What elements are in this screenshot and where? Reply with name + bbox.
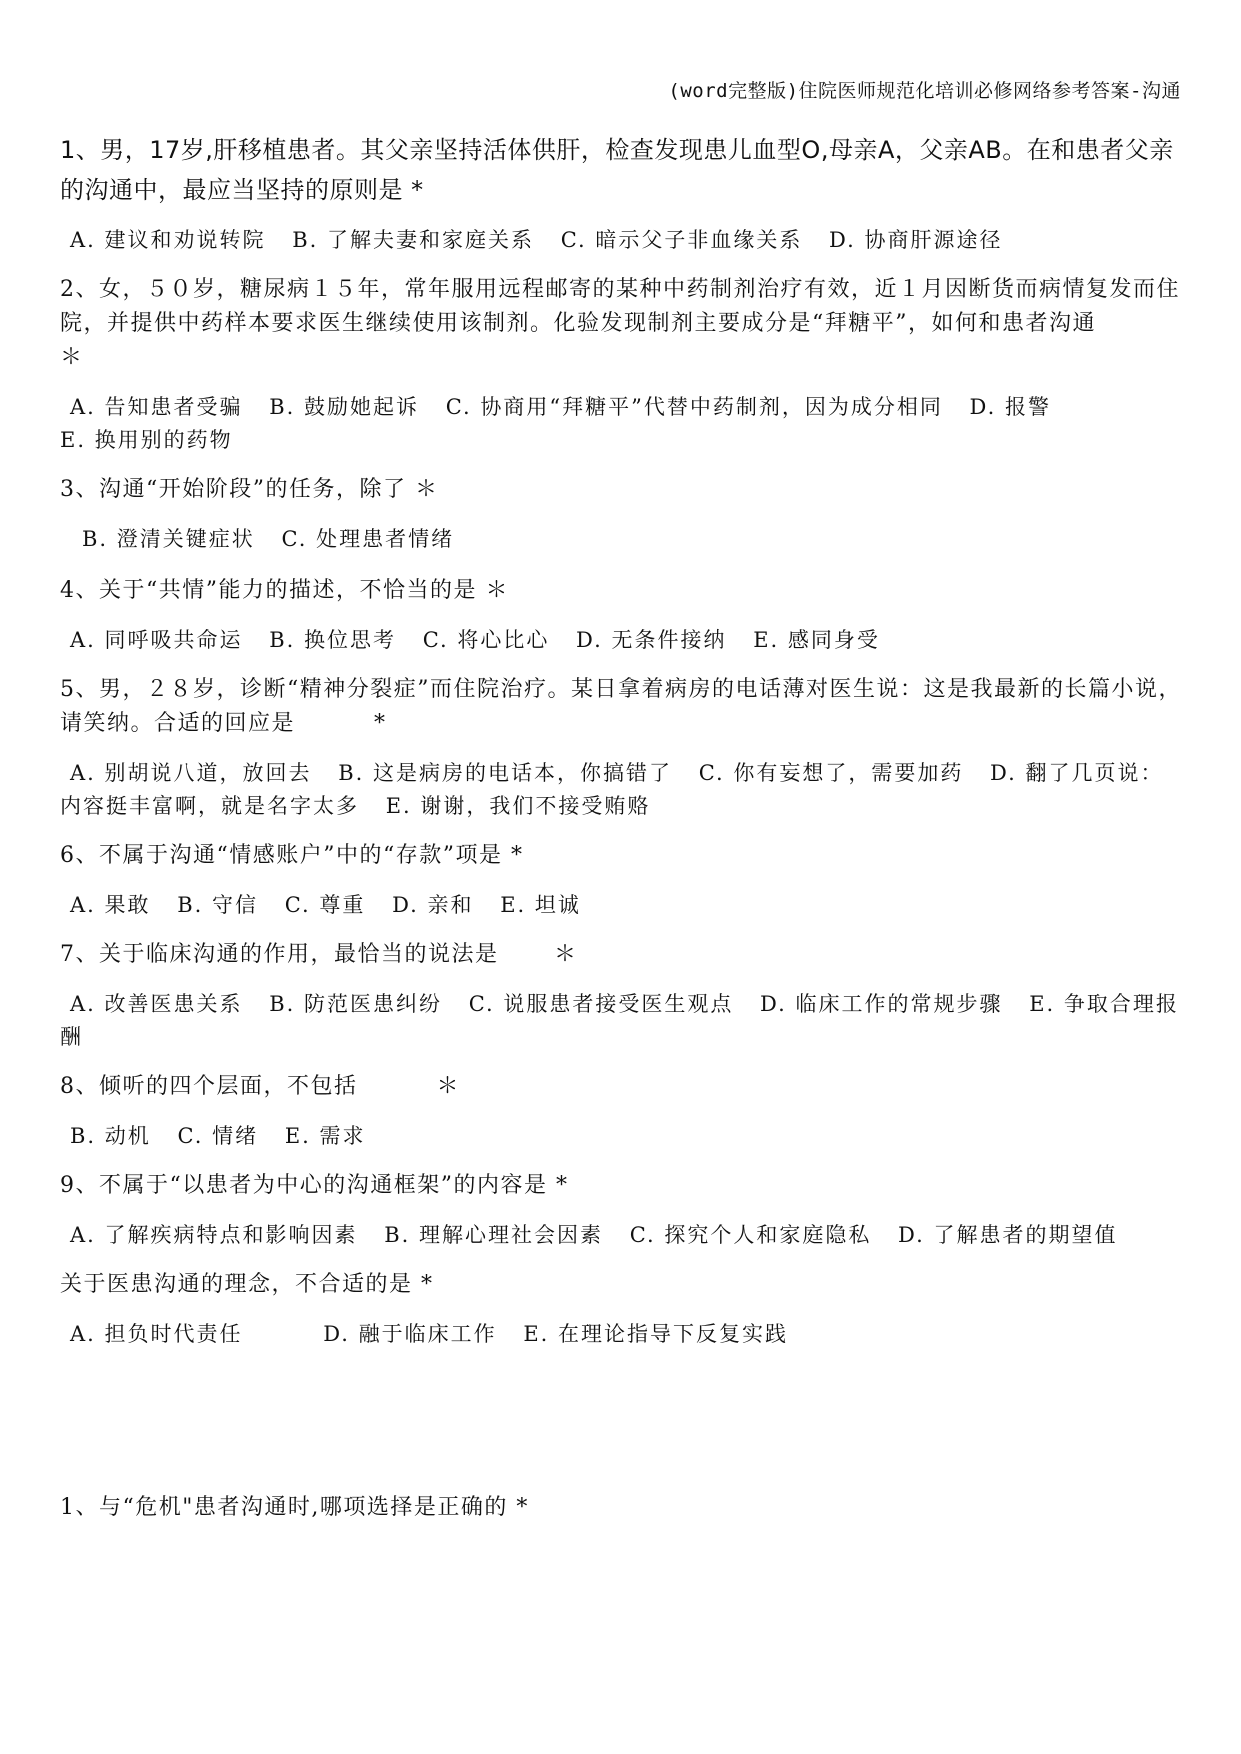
question-9: [60, 1169, 1183, 1252]
option-a: A. 担负时代责任: [70, 1322, 243, 1346]
option-e: E. 需求: [284, 1124, 366, 1148]
option-e: E. 谢谢，我们不接受贿赂: [385, 794, 651, 818]
option-b: B. 鼓励她起诉: [269, 395, 419, 419]
option-a: A. 别胡说八道，放回去: [70, 761, 312, 785]
option-c: C. 协商用“拜糖平”代替中药制剂，因为成分相同: [445, 395, 943, 419]
question-7: [60, 938, 1183, 1054]
question-6: [60, 839, 1183, 922]
option-a: A. 果敢: [70, 893, 151, 917]
option-c: C. 将心比心: [422, 628, 550, 652]
question-options: [60, 757, 1183, 823]
option-c: C. 暗示父子非血缘关系: [560, 228, 803, 252]
option-b: B. 动机: [70, 1124, 151, 1148]
option-d: D. 翻了几页说：内容挺丰富啊，就是名字太多: [60, 761, 1164, 818]
question-text: 9、不属于“以患者为中心的沟通框架”的内容是 *: [60, 1173, 569, 1198]
question-text: 1、男，17岁,肝移植患者。其父亲坚持活体供肝，检查发现患儿血型O,母亲A，父亲AB。在和患者父亲的沟通中，最应当坚持的原则是 *: [60, 136, 1174, 204]
question-3: [60, 473, 1183, 556]
option-e: E. 感同身受: [753, 628, 880, 652]
option-a: A. 了解疾病特点和影响因素: [70, 1223, 358, 1247]
option-b: B. 理解心理社会因素: [384, 1223, 603, 1247]
question-5: [60, 673, 1183, 823]
option-c: C. 探究个人和家庭隐私: [629, 1223, 872, 1247]
question-text: 1、与“危机"患者沟通时,哪项选择是正确的 *: [60, 1495, 529, 1520]
question-text: 关于医患沟通的理念，不合适的是 *: [60, 1272, 434, 1297]
option-d: D. 协商肝源途径: [829, 228, 1003, 252]
question-options: [60, 988, 1183, 1054]
question-options: [60, 624, 1183, 657]
question-options: [60, 889, 1183, 922]
question-4: [60, 574, 1183, 657]
document-body: [60, 130, 1183, 1525]
question-options: [60, 224, 1183, 257]
section-2-question-1: [60, 1491, 1183, 1525]
question-text: 2、女，５０岁，糖尿病１５年，常年服用远程邮寄的某种中药制剂治疗有效，近１月因断货而病情复发而住院，并提供中药样本要求医生继续使用该制剂。化验发现制剂主要成分是“拜糖平”，如何和患者沟通 ＊: [60, 277, 1181, 370]
question-options: [60, 1219, 1183, 1252]
option-c: C. 情绪: [177, 1124, 259, 1148]
question-options: [60, 523, 1183, 556]
question-10: [60, 1268, 1183, 1351]
option-d: D. 了解患者的期望值: [898, 1223, 1118, 1247]
option-d: D. 无条件接纳: [576, 628, 727, 652]
option-c: C. 说服患者接受医生观点: [468, 992, 734, 1016]
document-header: (word完整版)住院医师规范化培训必修网络参考答案-沟通: [668, 80, 1181, 102]
question-options: [60, 1120, 1183, 1153]
option-e: E. 在理论指导下反复实践: [523, 1322, 789, 1346]
option-e: E. 换用别的药物: [60, 428, 233, 452]
question-text: 5、男，２８岁，诊断“精神分裂症”而住院治疗。某日拿着病房的电话薄对医生说：这是我最新的长篇小说，请笑纳。合适的回应是 *: [60, 677, 1182, 736]
question-text: 7、关于临床沟通的作用，最恰当的说法是 ＊: [60, 942, 578, 967]
option-b: B. 守信: [177, 893, 259, 917]
question-text: 3、沟通“开始阶段”的任务，除了 ＊: [60, 477, 439, 502]
question-2: [60, 273, 1183, 457]
option-b: B. 防范医患纠纷: [269, 992, 442, 1016]
option-b: B. 换位思考: [269, 628, 396, 652]
question-options: [60, 1318, 1183, 1351]
option-d: D. 报警: [969, 395, 1051, 419]
question-8: [60, 1070, 1183, 1153]
option-a: A. 告知患者受骗: [70, 395, 243, 419]
option-e: E. 争取合理报酬: [60, 992, 1179, 1049]
option-e: E. 坦诚: [500, 893, 581, 917]
option-a: A. 改善医患关系: [70, 992, 243, 1016]
question-options: [60, 391, 1183, 457]
option-b: B. 了解夫妻和家庭关系: [292, 228, 534, 252]
question-text: 8、倾听的四个层面，不包括 ＊: [60, 1074, 460, 1099]
option-d: D. 临床工作的常规步骤: [760, 992, 1003, 1016]
option-a: A. 建议和劝说转院: [70, 228, 266, 252]
option-b: B. 这是病房的电话本，你搞错了: [338, 761, 672, 785]
question-text: 6、不属于沟通“情感账户”中的“存款”项是 *: [60, 843, 524, 868]
option-d: D. 融于临床工作: [323, 1322, 497, 1346]
option-c: C. 尊重: [284, 893, 366, 917]
option-d: D. 亲和: [392, 893, 474, 917]
option-c: C. 处理患者情绪: [281, 527, 455, 551]
question-text: 4、关于“共情”能力的描述，不恰当的是 ＊: [60, 578, 509, 603]
option-c: C. 你有妄想了，需要加药: [698, 761, 964, 785]
option-b: B. 澄清关键症状: [82, 527, 255, 551]
question-1: [60, 130, 1183, 257]
option-a: A. 同呼吸共命运: [70, 628, 243, 652]
